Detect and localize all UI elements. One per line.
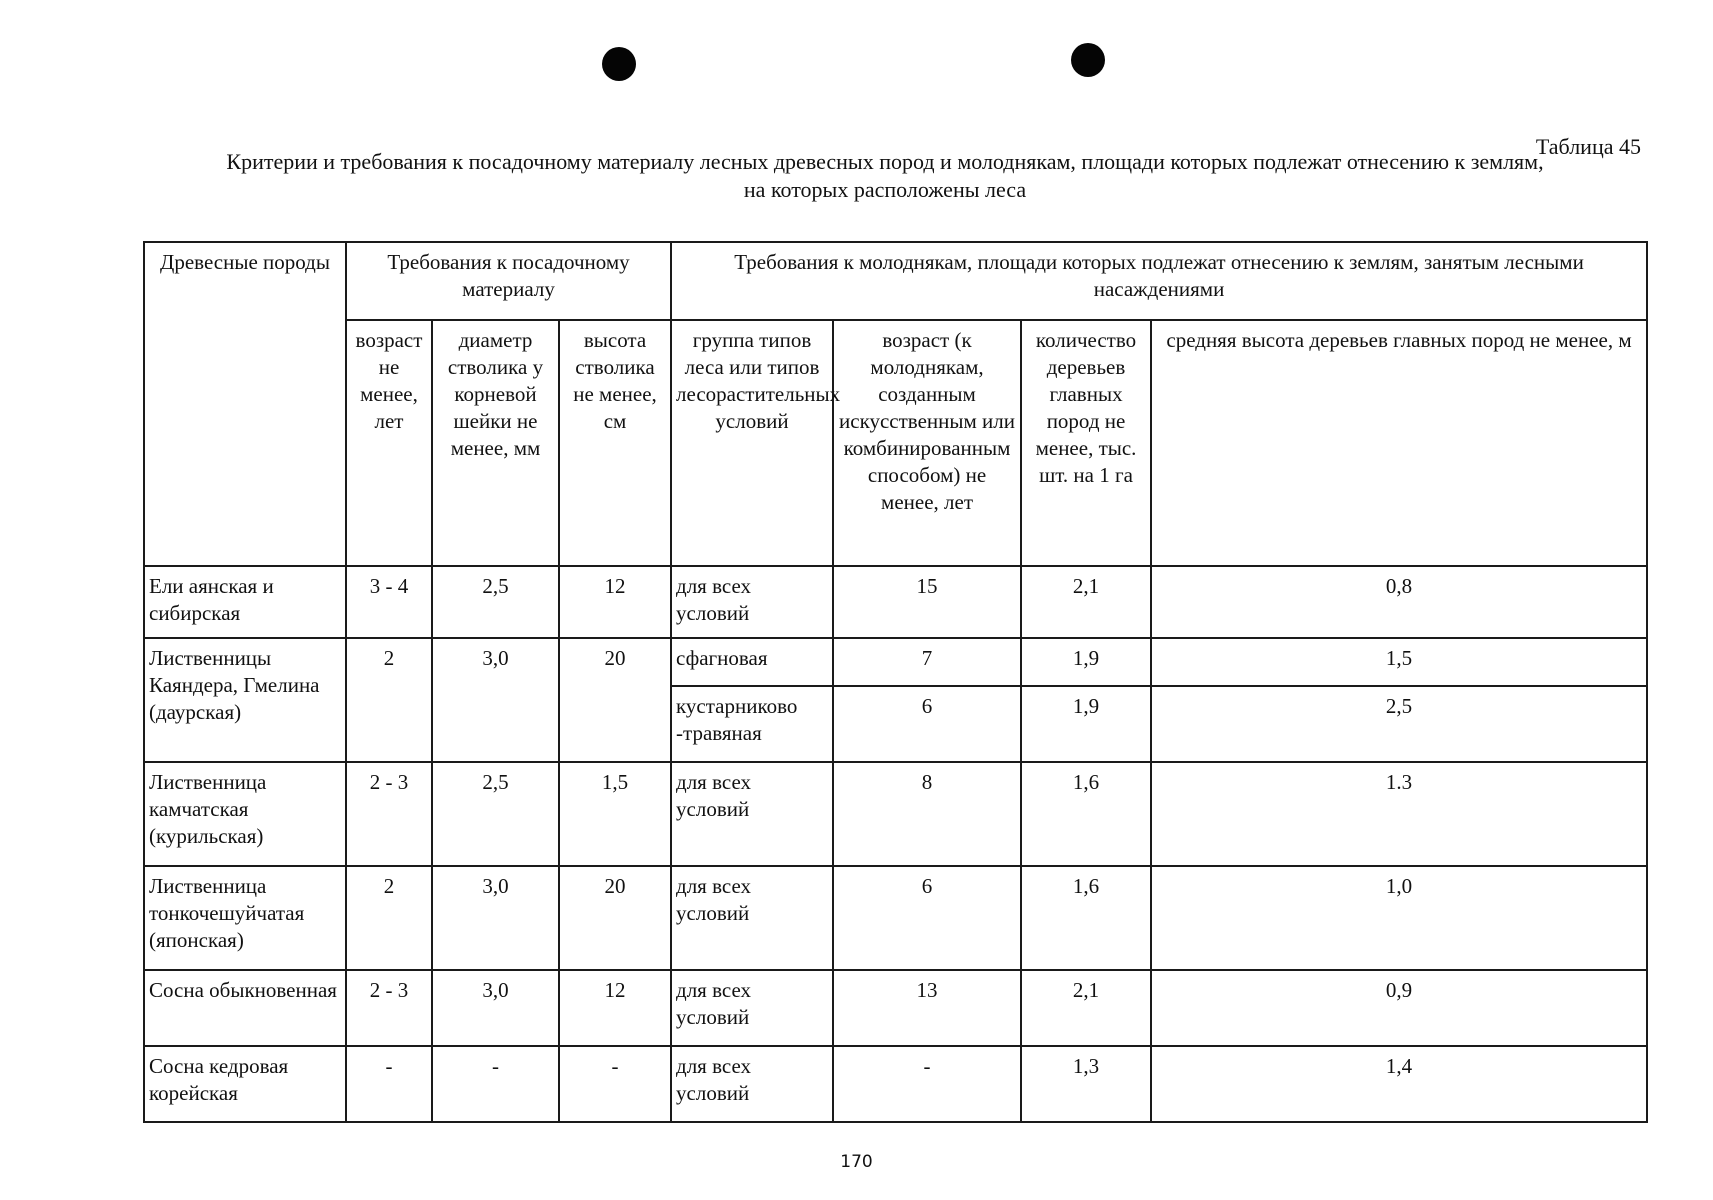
cell-tree-count: 1,9 [1021,686,1151,762]
table-row [144,866,1647,970]
table-row [144,566,1647,638]
header-planting-material: Требования к посадочному материалу [346,242,671,320]
criteria-table [143,241,1648,1123]
cell-young-age: - [833,1046,1021,1122]
cell-tree-count: 1,6 [1021,762,1151,866]
header-mean-height: средняя высота деревьев главных пород не менее, м [1151,320,1647,566]
cell-forest-group: кустарниково -травяная [671,686,833,762]
table-number: Таблица 45 [1535,134,1641,159]
cell-mean-height: 1,4 [1151,1046,1647,1122]
cell-tree-count: 2,1 [1021,566,1151,638]
cell-mean-height: 1.3 [1151,762,1647,866]
cell-mean-height: 2,5 [1151,686,1647,762]
cell-forest-group: сфагновая [671,638,833,686]
cell-young-age: 6 [833,686,1021,762]
cell-forest-group: для всех условий [671,970,833,1046]
header-tree-count: количество деревьев главных пород не менее, тыс. шт. на 1 га [1021,320,1151,566]
cell-young-age: 15 [833,566,1021,638]
cell-young-age: 7 [833,638,1021,686]
cell-pm-height: 1,5 [559,762,671,866]
cell-pm-diameter: 3,0 [432,866,559,970]
title-line-1: Критерии и требования к посадочному материалу лесных древесных пород и молоднякам, площади которых подлежат отнесению к землям, [226,149,1544,174]
cell-pm-height: 20 [559,866,671,970]
cell-pm-diameter: 3,0 [432,970,559,1046]
cell-species: Лиственница камчатская (курильская) [144,762,346,866]
cell-species: Ели аянская и сибирская [144,566,346,638]
table-row [144,638,1647,686]
cell-young-age: 6 [833,866,1021,970]
cell-species: Сосна обыкновенная [144,970,346,1046]
cell-forest-group: для всех условий [671,762,833,866]
cell-species: Лиственница тонкочешуйчатая (японская) [144,866,346,970]
cell-pm-height: 12 [559,566,671,638]
cell-pm-height: 20 [559,638,671,762]
header-young-stands: Требования к молоднякам, площади которых подлежат отнесению к землям, занятым лесными насаждениями [671,242,1647,320]
cell-tree-count: 1,6 [1021,866,1151,970]
table-row [144,970,1647,1046]
header-pm-age: возраст не менее, лет [346,320,432,566]
cell-young-age: 13 [833,970,1021,1046]
cell-mean-height: 1,5 [1151,638,1647,686]
cell-young-age: 8 [833,762,1021,866]
header-pm-diameter: диаметр стволика у корневой шейки не менее, мм [432,320,559,566]
document-title [120,148,1650,204]
cell-pm-height: - [559,1046,671,1122]
cell-pm-age: 2 - 3 [346,762,432,866]
cell-mean-height: 0,8 [1151,566,1647,638]
header-young-age: возраст (к молоднякам, созданным искусственным или комбинированным способом) не менее, лет [833,320,1021,566]
header-forest-type-group: группа типов леса или типов лесорастительных условий [671,320,833,566]
header-species: Древесные породы [144,242,346,566]
cell-species: Лиственницы Каяндера, Гмелина (даурская) [144,638,346,762]
cell-pm-age: 2 - 3 [346,970,432,1046]
punch-hole-left [602,47,636,81]
cell-mean-height: 1,0 [1151,866,1647,970]
title-line-2: на которых расположены леса [743,177,1027,202]
cell-pm-diameter: 2,5 [432,762,559,866]
cell-pm-age: 2 [346,638,432,762]
cell-forest-group: для всех условий [671,566,833,638]
cell-pm-age: 3 - 4 [346,566,432,638]
cell-pm-age: - [346,1046,432,1122]
table-row [144,762,1647,866]
cell-tree-count: 1,3 [1021,1046,1151,1122]
table-row [144,1046,1647,1122]
cell-pm-diameter: - [432,1046,559,1122]
cell-tree-count: 2,1 [1021,970,1151,1046]
cell-pm-age: 2 [346,866,432,970]
cell-tree-count: 1,9 [1021,638,1151,686]
cell-mean-height: 0,9 [1151,970,1647,1046]
cell-forest-group: для всех условий [671,866,833,970]
header-pm-height: высота стволика не менее, см [559,320,671,566]
punch-hole-right [1071,43,1105,77]
cell-pm-height: 12 [559,970,671,1046]
page-number: 170 [840,1152,873,1172]
cell-forest-group: для всех условий [671,1046,833,1122]
cell-pm-diameter: 3,0 [432,638,559,762]
cell-pm-diameter: 2,5 [432,566,559,638]
cell-species: Сосна кедровая корейская [144,1046,346,1122]
